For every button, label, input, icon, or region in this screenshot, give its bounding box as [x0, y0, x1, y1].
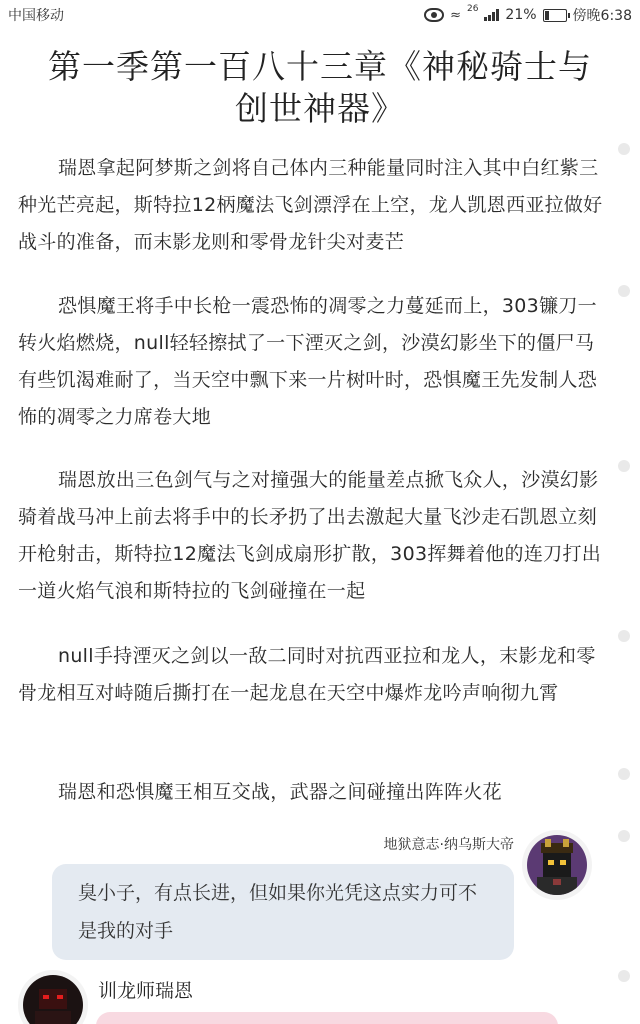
speaker-avatar[interactable]	[18, 970, 88, 1024]
eye-comfort-icon	[424, 8, 444, 22]
scroll-marker	[618, 768, 630, 780]
carrier-name: 中国移动	[8, 8, 64, 24]
demon-avatar-icon	[527, 835, 587, 895]
battery-percent: 21%	[505, 7, 537, 23]
scroll-marker	[618, 460, 630, 472]
scroll-marker	[618, 143, 630, 155]
dragon-avatar-icon	[23, 975, 83, 1024]
paragraph: null手持湮灭之剑以一敌二同时对抗西亚拉和龙人，末影龙和零骨龙相互对峙随后撕打在一起龙息在天空中爆炸龙吟声响彻九霄	[18, 645, 596, 704]
speaker-name: 训龙师瑞恩	[98, 980, 194, 1002]
paragraph: 恐惧魔王将手中长枪一震恐怖的凋零之力蔓延而上，303镰刀一转火焰燃烧，null轻轻擦拭了一下湮灭之剑，沙漠幻影坐下的僵尸马有些饥渴难耐了，当天空中飘下来一片树叶时，恐惧魔王先发制人恐怖的凋零之力席卷大地	[18, 295, 598, 428]
avatar-image	[527, 835, 587, 895]
chat-bubble	[96, 1012, 558, 1024]
speaker-avatar[interactable]	[522, 830, 592, 900]
paragraph: 瑞恩拿起阿梦斯之剑将自己体内三种能量同时注入其中白红紫三种光芒亮起，斯特拉12柄魔法飞剑漂浮在上空，龙人凯恩西亚拉做好战斗的准备，而末影龙则和零骨龙针尖对麦芒	[18, 157, 603, 253]
avatar-image	[23, 975, 83, 1024]
scroll-marker	[618, 630, 630, 642]
paragraph: 瑞恩放出三色剑气与之对撞强大的能量差点掀飞众人，沙漠幻影骑着战马冲上前去将手中的长矛扔了出去激起大量飞沙走石凯恩立刻开枪射击，斯特拉12魔法飞剑成扇形扩散，303挥舞着他的连刀打出一道火焰气浪和斯特拉的飞剑碰撞在一起	[18, 469, 602, 602]
status-icons	[424, 5, 640, 25]
wifi-icon: ≈	[450, 7, 461, 23]
chat-bubble: 臭小子，有点长进，但如果你光凭这点实力可不是我的对手	[52, 864, 514, 960]
paragraph: 瑞恩和恐惧魔王相互交战，武器之间碰撞出阵阵火花	[58, 781, 502, 803]
scroll-marker	[618, 285, 630, 297]
chapter-title: 第一季第一百八十三章《神秘骑士与创世神器》	[48, 47, 592, 128]
battery-icon	[543, 9, 567, 22]
scroll-marker	[618, 830, 630, 842]
network-type: 26	[466, 4, 479, 14]
speaker-name: 地狱意志·纳乌斯大帝	[383, 837, 514, 853]
scroll-marker	[618, 970, 630, 982]
clock: 傍晚6:38	[572, 8, 632, 24]
signal-icon	[484, 9, 499, 21]
status-bar	[0, 0, 640, 30]
